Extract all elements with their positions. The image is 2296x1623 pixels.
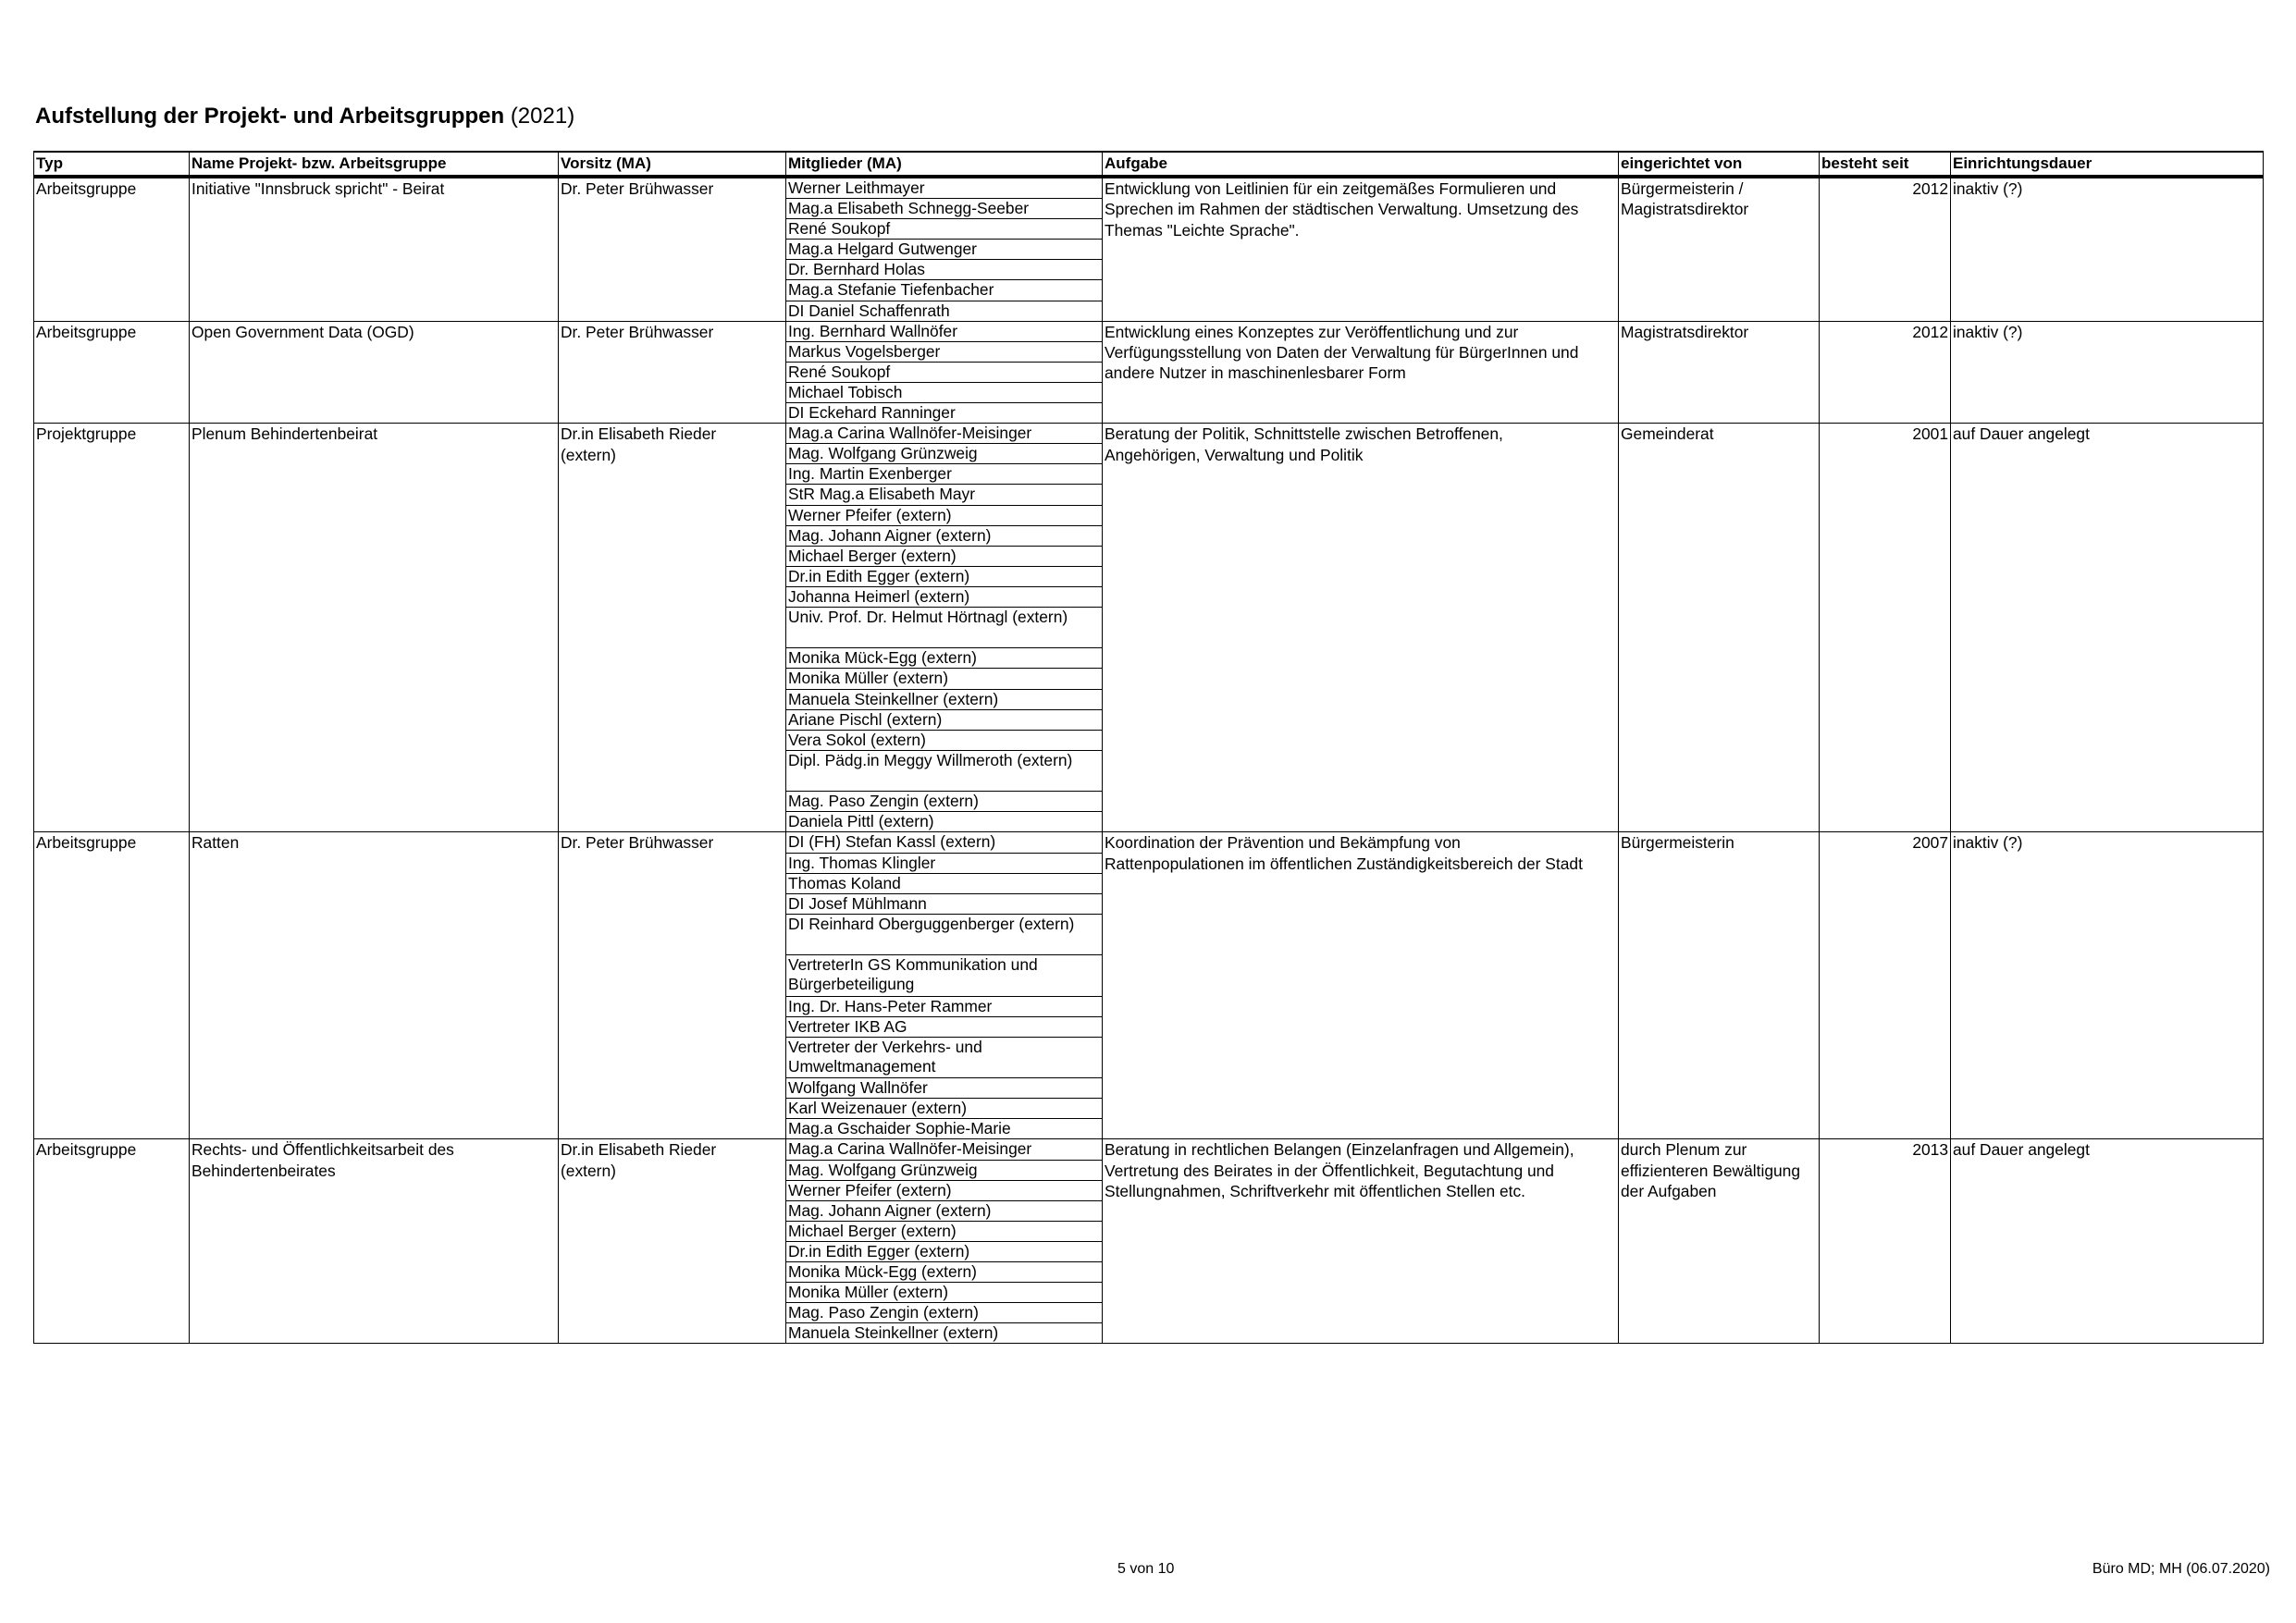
- member-line: Monika Müller (extern): [788, 669, 948, 688]
- member-line: René Soukopf: [788, 219, 891, 239]
- member-line: Michael Tobisch: [788, 382, 903, 401]
- vorsitz-cell-line: (extern): [561, 1161, 616, 1180]
- member-line: Mag. Johann Aigner (extern): [788, 1200, 992, 1220]
- dauer-cell-value: inaktiv (?): [1953, 179, 2023, 198]
- header-seit: besteht seit: [1820, 152, 1951, 177]
- member-entry: [786, 955, 1102, 996]
- member-line: Mag.a Stefanie Tiefenbacher: [788, 280, 994, 300]
- eingerichtet-cell-line: Gemeinderat: [1621, 424, 1714, 444]
- header-eingerichtet: eingerichtet von: [1619, 152, 1820, 177]
- typ-cell-value: Arbeitsgruppe: [36, 833, 137, 853]
- member-entry: [786, 485, 1102, 505]
- member-entry: [786, 1201, 1102, 1222]
- member-entry: [786, 731, 1102, 751]
- vorsitz-cell-line: Dr. Peter Brühwasser: [561, 833, 714, 853]
- member-entry: [786, 342, 1102, 363]
- member-line: VertreterIn GS Kommunikation und: [788, 955, 1038, 975]
- member-entry: [786, 1119, 1102, 1138]
- name-cell-line: Plenum Behindertenbeirat: [191, 424, 378, 444]
- seit-cell-value: 2012: [1912, 179, 1948, 198]
- member-line: Werner Pfeifer (extern): [788, 505, 952, 524]
- member-line: [788, 770, 1100, 790]
- member-entry: [786, 1283, 1102, 1303]
- title-main: Aufstellung der Projekt- und Arbeitsgruppen: [35, 104, 505, 129]
- eingerichtet-cell-line: Magistratsdirektor: [1621, 200, 1749, 219]
- seit-cell: [1820, 832, 1951, 1139]
- header-row: [34, 152, 2264, 177]
- typ-cell: [34, 832, 190, 1139]
- member-entry: [786, 997, 1102, 1017]
- vorsitz-cell-line: Dr.in Elisabeth Rieder: [561, 424, 717, 444]
- aufgabe-cell-line: Vertretung des Beirates in der Öffentlichkeit, Begutachtung und: [1105, 1161, 1554, 1180]
- member-line: Univ. Prof. Dr. Helmut Hörtnagl (extern): [788, 607, 1068, 626]
- member-line: Ing. Bernhard Wallnöfer: [788, 321, 958, 340]
- aufgabe-cell-line: Stellungnahmen, Schriftverkehr mit öffentlichen Stellen etc.: [1105, 1182, 1525, 1201]
- member-entry: [786, 854, 1102, 874]
- member-line: [788, 934, 1100, 953]
- typ-cell: [34, 1139, 190, 1344]
- member-entry: [786, 1078, 1102, 1099]
- member-line: DI Reinhard Oberguggenberger (extern): [788, 914, 1075, 933]
- aufgabe-cell: [1103, 321, 1619, 423]
- member-line: Dr.in Edith Egger (extern): [788, 566, 970, 585]
- dauer-cell-value: auf Dauer angelegt: [1953, 1140, 2090, 1160]
- member-line: Monika Mück-Egg (extern): [788, 1261, 977, 1281]
- name-cell: [190, 177, 559, 321]
- table-row: [34, 177, 2264, 321]
- member-entry: [786, 1181, 1102, 1201]
- typ-cell: [34, 424, 190, 832]
- dauer-cell: [1951, 1139, 2264, 1344]
- member-entry: [786, 587, 1102, 608]
- aufgabe-cell-line: Beratung der Politik, Schnittstelle zwischen Betroffenen,: [1105, 424, 1503, 444]
- aufgabe-cell-line: Beratung in rechtlichen Belangen (Einzelanfragen und Allgemein),: [1105, 1140, 1574, 1160]
- dauer-cell-value: inaktiv (?): [1953, 833, 2023, 853]
- eingerichtet-cell: [1619, 424, 1820, 832]
- eingerichtet-cell: [1619, 1139, 1820, 1344]
- groups-table: [33, 151, 2264, 1344]
- members-cell: [786, 424, 1103, 832]
- member-line: Monika Mück-Egg (extern): [788, 648, 977, 668]
- seit-cell: [1820, 177, 1951, 321]
- typ-cell-value: Projektgruppe: [36, 424, 137, 444]
- member-line: Johanna Heimerl (extern): [788, 586, 970, 606]
- member-line: Vertreter der Verkehrs- und: [788, 1037, 982, 1056]
- member-entry: [786, 444, 1102, 464]
- vorsitz-cell: [559, 1139, 786, 1344]
- member-entry: [786, 322, 1102, 342]
- member-entry: [786, 1323, 1102, 1343]
- aufgabe-cell: [1103, 177, 1619, 321]
- member-line: Vera Sokol (extern): [788, 730, 926, 749]
- member-entry: [786, 608, 1102, 648]
- member-entry: [786, 383, 1102, 403]
- header-mitglieder: Mitglieder (MA): [786, 152, 1103, 177]
- member-entry: [786, 1161, 1102, 1181]
- member-entry: [786, 1139, 1102, 1160]
- aufgabe-cell-line: Entwicklung von Leitlinien für ein zeitgemäßes Formulieren und: [1105, 179, 1557, 198]
- member-line: Ariane Pischl (extern): [788, 709, 943, 729]
- member-entry: [786, 219, 1102, 240]
- name-cell-line: Ratten: [191, 833, 240, 853]
- member-entry: [786, 792, 1102, 812]
- member-line: Ing. Dr. Hans-Peter Rammer: [788, 996, 993, 1015]
- member-line: René Soukopf: [788, 362, 891, 381]
- members-cell: [786, 321, 1103, 423]
- dauer-cell: [1951, 832, 2264, 1139]
- member-entry: [786, 301, 1102, 321]
- aufgabe-cell-line: Koordination der Prävention und Bekämpfung von: [1105, 833, 1461, 853]
- header-name: Name Projekt- bzw. Arbeitsgruppe: [190, 152, 559, 177]
- aufgabe-cell: [1103, 1139, 1619, 1344]
- member-entry: [786, 547, 1102, 567]
- member-line: Dr. Bernhard Holas: [788, 260, 925, 279]
- member-line: Ing. Martin Exenberger: [788, 464, 952, 484]
- member-line: StR Mag.a Elisabeth Mayr: [788, 485, 976, 504]
- typ-cell: [34, 321, 190, 423]
- member-line: Markus Vogelsberger: [788, 341, 941, 361]
- member-entry: [786, 506, 1102, 526]
- seit-cell-value: 2013: [1912, 1140, 1948, 1160]
- member-entry: [786, 1017, 1102, 1038]
- eingerichtet-cell-line: effizienteren Bewältigung: [1621, 1161, 1801, 1180]
- member-entry: [786, 669, 1102, 689]
- eingerichtet-cell: [1619, 832, 1820, 1139]
- seit-cell: [1820, 1139, 1951, 1344]
- name-cell-line: Behindertenbeirates: [191, 1161, 336, 1180]
- member-entry: [786, 424, 1102, 444]
- eingerichtet-cell-line: Magistratsdirektor: [1621, 322, 1749, 341]
- members-cell: [786, 832, 1103, 1139]
- typ-cell-value: Arbeitsgruppe: [36, 322, 137, 341]
- seit-cell: [1820, 321, 1951, 423]
- header-vorsitz: Vorsitz (MA): [559, 152, 786, 177]
- member-entry: [786, 690, 1102, 710]
- vorsitz-cell-line: Dr. Peter Brühwasser: [561, 322, 714, 341]
- member-line: Ing. Thomas Klingler: [788, 853, 936, 872]
- member-line: Mag. Johann Aigner (extern): [788, 525, 992, 545]
- vorsitz-cell-line: Dr.in Elisabeth Rieder: [561, 1140, 717, 1160]
- member-entry: [786, 526, 1102, 547]
- vorsitz-cell: [559, 424, 786, 832]
- vorsitz-cell: [559, 177, 786, 321]
- aufgabe-cell: [1103, 424, 1619, 832]
- member-line: Michael Berger (extern): [788, 546, 957, 565]
- name-cell-line: Initiative "Innsbruck spricht" - Beirat: [191, 179, 445, 198]
- member-entry: [786, 894, 1102, 915]
- member-line: Mag.a Elisabeth Schnegg-Seeber: [788, 199, 1030, 218]
- member-entry: [786, 240, 1102, 260]
- member-line: Mag.a Carina Wallnöfer-Meisinger: [788, 1139, 1032, 1159]
- member-entry: [786, 1222, 1102, 1242]
- member-entry: [786, 260, 1102, 280]
- member-entry: [786, 1242, 1102, 1262]
- dauer-cell-value: inaktiv (?): [1953, 322, 2023, 341]
- dauer-cell: [1951, 177, 2264, 321]
- member-entry: [786, 403, 1102, 423]
- member-line: Mag. Wolfgang Grünzweig: [788, 444, 978, 463]
- title-year: (2021): [510, 104, 575, 129]
- eingerichtet-cell-line: Bürgermeisterin: [1621, 833, 1734, 853]
- aufgabe-cell-line: Themas "Leichte Sprache".: [1105, 220, 1300, 240]
- member-entry: [786, 832, 1102, 853]
- member-line: DI Josef Mühlmann: [788, 893, 927, 913]
- member-line: Thomas Koland: [788, 873, 901, 892]
- typ-cell-value: Arbeitsgruppe: [36, 1140, 137, 1160]
- member-entry: [786, 1262, 1102, 1283]
- groups-table-container: [33, 151, 2263, 1344]
- member-line: Dipl. Pädg.in Meggy Willmeroth (extern): [788, 750, 1073, 769]
- member-entry: [786, 178, 1102, 199]
- member-line: DI Eckehard Ranninger: [788, 403, 956, 423]
- aufgabe-cell-line: Rattenpopulationen im öffentlichen Zuständigkeitsbereich der Stadt: [1105, 854, 1583, 873]
- member-line: Mag.a Gschaider Sophie-Marie: [788, 1119, 1011, 1138]
- seit-cell-value: 2001: [1912, 424, 1948, 444]
- aufgabe-cell-line: Sprechen im Rahmen der städtischen Verwaltung. Umsetzung des: [1105, 200, 1579, 219]
- member-entry: [786, 874, 1102, 894]
- table-row: [34, 321, 2264, 423]
- member-entry: [786, 567, 1102, 587]
- eingerichtet-cell-line: Bürgermeisterin /: [1621, 179, 1744, 198]
- name-cell-line: Rechts- und Öffentlichkeitsarbeit des: [191, 1140, 454, 1160]
- header-dauer: Einrichtungsdauer: [1951, 152, 2264, 177]
- member-entry: [786, 1099, 1102, 1119]
- member-line: DI (FH) Stefan Kassl (extern): [788, 832, 996, 852]
- member-line: Dr.in Edith Egger (extern): [788, 1241, 970, 1260]
- members-cell: [786, 1139, 1103, 1344]
- footer-note: Büro MD; MH (06.07.2020): [2092, 1561, 2270, 1577]
- member-entry: [786, 1303, 1102, 1323]
- seit-cell-value: 2012: [1912, 322, 1948, 341]
- member-entry: [786, 464, 1102, 485]
- typ-cell: [34, 177, 190, 321]
- member-line: Umweltmanagement: [788, 1056, 936, 1076]
- seit-cell: [1820, 424, 1951, 832]
- vorsitz-cell: [559, 321, 786, 423]
- member-entry: [786, 199, 1102, 219]
- typ-cell-value: Arbeitsgruppe: [36, 179, 137, 198]
- aufgabe-cell-line: Angehörigen, Verwaltung und Politik: [1105, 445, 1364, 464]
- table-row: [34, 832, 2264, 1139]
- member-line: Michael Berger (extern): [788, 1221, 957, 1240]
- member-entry: [786, 710, 1102, 731]
- member-line: Manuela Steinkellner (extern): [788, 1323, 999, 1343]
- member-line: Mag. Wolfgang Grünzweig: [788, 1160, 978, 1179]
- member-line: Vertreter IKB AG: [788, 1016, 907, 1036]
- member-line: Mag.a Helgard Gutwenger: [788, 240, 977, 259]
- table-row: [34, 1139, 2264, 1344]
- page-title: [35, 104, 574, 129]
- member-entry: [786, 648, 1102, 669]
- seit-cell-value: 2007: [1912, 833, 1948, 853]
- member-entry: [786, 363, 1102, 383]
- member-line: Daniela Pittl (extern): [788, 812, 934, 831]
- groups-table-body: [34, 177, 2264, 1344]
- member-line: Mag.a Carina Wallnöfer-Meisinger: [788, 424, 1032, 443]
- page-number: 5 von 10: [1117, 1561, 1175, 1577]
- vorsitz-cell-line: (extern): [561, 445, 616, 464]
- member-entry: [786, 280, 1102, 301]
- vorsitz-cell-line: Dr. Peter Brühwasser: [561, 179, 714, 198]
- name-cell: [190, 321, 559, 423]
- member-line: Wolfgang Wallnöfer: [788, 1078, 928, 1098]
- name-cell: [190, 832, 559, 1139]
- member-line: Monika Müller (extern): [788, 1283, 948, 1302]
- member-line: [788, 627, 1100, 646]
- member-line: DI Daniel Schaffenrath: [788, 301, 950, 320]
- aufgabe-cell-line: Verfügungsstellung von Daten der Verwaltung für BürgerInnen und: [1105, 343, 1579, 363]
- dauer-cell: [1951, 424, 2264, 832]
- member-line: Bürgerbeteiligung: [788, 975, 915, 994]
- member-line: Mag. Paso Zengin (extern): [788, 1303, 979, 1322]
- aufgabe-cell-line: andere Nutzer in maschinenlesbarer Form: [1105, 363, 1406, 383]
- dauer-cell-value: auf Dauer angelegt: [1953, 424, 2090, 444]
- member-entry: [786, 1038, 1102, 1078]
- vorsitz-cell: [559, 832, 786, 1139]
- aufgabe-cell-line: Entwicklung eines Konzeptes zur Veröffentlichung und zur: [1105, 322, 1519, 341]
- dauer-cell: [1951, 321, 2264, 423]
- name-cell-line: Open Government Data (OGD): [191, 322, 414, 341]
- name-cell: [190, 424, 559, 832]
- eingerichtet-cell-line: durch Plenum zur: [1621, 1140, 1747, 1160]
- member-entry: [786, 812, 1102, 831]
- header-typ: Typ: [34, 152, 190, 177]
- eingerichtet-cell-line: der Aufgaben: [1621, 1182, 1717, 1201]
- name-cell: [190, 1139, 559, 1344]
- header-aufgabe: Aufgabe: [1103, 152, 1619, 177]
- eingerichtet-cell: [1619, 177, 1820, 321]
- member-line: Manuela Steinkellner (extern): [788, 689, 999, 708]
- member-line: Werner Leithmayer: [788, 178, 925, 197]
- aufgabe-cell: [1103, 832, 1619, 1139]
- member-line: Werner Pfeifer (extern): [788, 1180, 952, 1199]
- member-entry: [786, 915, 1102, 955]
- member-line: Mag. Paso Zengin (extern): [788, 792, 979, 811]
- members-cell: [786, 177, 1103, 321]
- table-row: [34, 424, 2264, 832]
- member-entry: [786, 751, 1102, 792]
- member-line: Karl Weizenauer (extern): [788, 1099, 967, 1118]
- eingerichtet-cell: [1619, 321, 1820, 423]
